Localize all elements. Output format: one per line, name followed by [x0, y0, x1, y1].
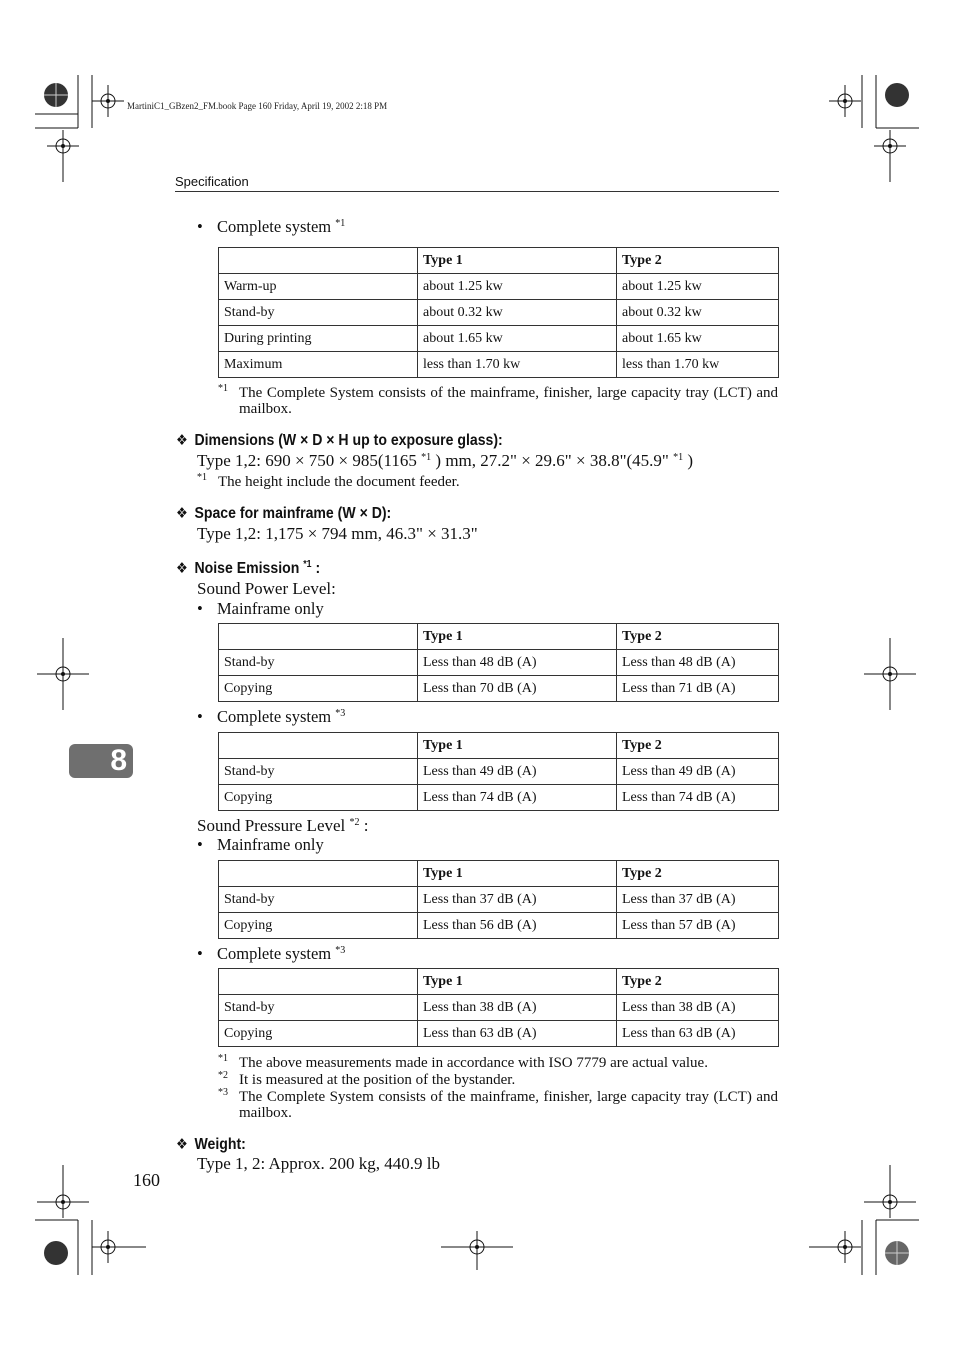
- label-suffix: :: [363, 816, 369, 835]
- table-cell: about 1.25 kw: [617, 274, 779, 300]
- diamond-icon: ❖: [176, 505, 188, 522]
- dimensions-text-b: ) mm, 27.2" × 29.6" × 38.8"(45.9": [435, 451, 669, 470]
- noise-table-power-complete: [218, 732, 779, 811]
- table-cell: Stand-by: [219, 650, 418, 676]
- table-cell: Less than 48 dB (A): [418, 650, 617, 676]
- bullet-label: Mainframe only: [217, 835, 324, 854]
- table-row: [219, 650, 779, 676]
- table-row: [219, 785, 779, 811]
- table-cell: Less than 38 dB (A): [617, 995, 779, 1021]
- table-cell: about 1.25 kw: [418, 274, 617, 300]
- space-heading: [176, 504, 391, 523]
- sound-pressure-label: [197, 816, 369, 836]
- table-cell: Less than 57 dB (A): [617, 913, 779, 939]
- footnote-ref: *1: [303, 559, 312, 570]
- noise-table-pressure-mainframe: [218, 860, 779, 939]
- table-cell: Type 1: [418, 861, 617, 887]
- bullet-noise-2: [197, 835, 324, 855]
- table-row: [219, 913, 779, 939]
- table-cell: Type 2: [617, 969, 779, 995]
- bullet-noise-1: [197, 707, 345, 727]
- bullet-label: Complete system: [217, 944, 332, 963]
- table-cell: Warm-up: [219, 274, 418, 300]
- footnote-text: The above measurements made in accordance with ISO 7779 are actual value.: [239, 1055, 708, 1071]
- footnote-mark: *1: [197, 472, 207, 483]
- bullet-dot: •: [197, 599, 203, 618]
- dimensions-heading: [176, 431, 503, 450]
- table-cell: Copying: [219, 913, 418, 939]
- table-cell: less than 1.70 kw: [617, 352, 779, 378]
- sound-power-label: Sound Power Level:: [197, 579, 336, 598]
- weight-heading: [176, 1135, 246, 1154]
- bullet-dot: •: [197, 944, 203, 963]
- footnote-mark: *1: [218, 383, 228, 394]
- power-consumption-table: [218, 247, 779, 378]
- bullet-noise-3: [197, 944, 345, 964]
- bullet-dot: •: [197, 217, 203, 236]
- footnote-ref: *1: [673, 452, 684, 463]
- table-cell: Copying: [219, 785, 418, 811]
- table-cell: Stand-by: [219, 995, 418, 1021]
- table-cell: Less than 70 dB (A): [418, 676, 617, 702]
- noise-footnote-2: [218, 1072, 778, 1088]
- table-cell: Less than 49 dB (A): [617, 759, 779, 785]
- bullet-label: Complete system: [217, 217, 332, 236]
- heading-text: Noise Emission: [194, 560, 300, 577]
- heading-text: Weight:: [194, 1136, 246, 1153]
- table-cell: Stand-by: [219, 300, 418, 326]
- table-cell: Less than 74 dB (A): [617, 785, 779, 811]
- table-header-row: [219, 969, 779, 995]
- heading-text: Space for mainframe (W × D):: [194, 505, 392, 522]
- footnote-mark: *2: [218, 1070, 228, 1081]
- bullet-label: Complete system: [217, 707, 332, 726]
- table-cell: about 0.32 kw: [617, 300, 779, 326]
- table-cell: Type 1: [418, 624, 617, 650]
- footnote-ref: *2: [349, 817, 360, 828]
- table-cell: Type 1: [418, 969, 617, 995]
- table-cell: Stand-by: [219, 759, 418, 785]
- table-row: [219, 352, 779, 378]
- bullet-dot: •: [197, 707, 203, 726]
- power-footnote: [218, 385, 778, 417]
- space-line: Type 1,2: 1,175 × 794 mm, 46.3" × 31.3": [197, 524, 478, 543]
- table-cell: Type 2: [617, 624, 779, 650]
- table-cell: [219, 969, 418, 995]
- dimensions-line: [197, 451, 693, 471]
- heading-text: Dimensions (W × D × H up to exposure glass):: [194, 432, 503, 449]
- footnote-ref: *3: [335, 708, 346, 719]
- file-info: MartiniC1_GBzen2_FM.book Page 160 Friday, April 19, 2002 2:18 PM: [127, 101, 388, 111]
- table-row: [219, 995, 779, 1021]
- table-cell: Less than 49 dB (A): [418, 759, 617, 785]
- table-cell: [219, 248, 418, 274]
- label-text: Sound Pressure Level: [197, 816, 346, 835]
- footnote-mark: *1: [218, 1053, 228, 1064]
- footnote-text: It is measured at the position of the bystander.: [239, 1072, 516, 1088]
- bullet-noise-0: [197, 599, 324, 619]
- table-cell: Copying: [219, 676, 418, 702]
- table-cell: Type 1: [418, 733, 617, 759]
- table-cell: During printing: [219, 326, 418, 352]
- table-cell: Stand-by: [219, 887, 418, 913]
- table-cell: Maximum: [219, 352, 418, 378]
- diamond-icon: ❖: [176, 1136, 188, 1153]
- table-cell: Less than 37 dB (A): [617, 887, 779, 913]
- table-row: [219, 274, 779, 300]
- table-cell: Type 2: [617, 733, 779, 759]
- table-row: [219, 676, 779, 702]
- page-number: 160: [133, 1170, 160, 1190]
- noise-footnote-3: [218, 1089, 778, 1121]
- table-cell: about 0.32 kw: [418, 300, 617, 326]
- bullet-complete-system-power: [197, 217, 345, 237]
- table-row: [219, 300, 779, 326]
- dimensions-footnote: [197, 474, 777, 490]
- bullet-dot: •: [197, 835, 203, 854]
- footnote-mark: *3: [218, 1087, 228, 1098]
- table-cell: about 1.65 kw: [617, 326, 779, 352]
- diamond-icon: ❖: [176, 560, 188, 577]
- table-cell: Less than 63 dB (A): [418, 1021, 617, 1047]
- chapter-tab: 8: [69, 744, 133, 778]
- table-cell: Type 2: [617, 861, 779, 887]
- table-cell: about 1.65 kw: [418, 326, 617, 352]
- heading-suffix: :: [315, 560, 321, 577]
- table-cell: Less than 38 dB (A): [418, 995, 617, 1021]
- dimensions-text-a: Type 1,2: 690 × 750 × 985(1165: [197, 451, 417, 470]
- footnote-ref: *1: [335, 218, 346, 229]
- dimensions-text-c: ): [687, 451, 694, 470]
- table-cell: less than 1.70 kw: [418, 352, 617, 378]
- table-cell: Less than 56 dB (A): [418, 913, 617, 939]
- weight-line: Type 1, 2: Approx. 200 kg, 440.9 lb: [197, 1154, 440, 1173]
- table-cell: Less than 74 dB (A): [418, 785, 617, 811]
- table-cell: Less than 63 dB (A): [617, 1021, 779, 1047]
- noise-heading: [176, 559, 320, 578]
- noise-table-power-mainframe: [218, 623, 779, 702]
- table-header-row: [219, 861, 779, 887]
- footnote-ref: *3: [335, 945, 346, 956]
- noise-table-pressure-complete: [218, 968, 779, 1047]
- table-header-row: [219, 733, 779, 759]
- table-row: [219, 759, 779, 785]
- table-cell: [219, 733, 418, 759]
- bullet-label: Mainframe only: [217, 599, 324, 618]
- table-cell: Copying: [219, 1021, 418, 1047]
- footnote-text: The Complete System consists of the mainframe, finisher, large capacity tray (LCT) and mailbox.: [239, 1089, 778, 1121]
- running-header: Specification: [175, 174, 779, 192]
- footnote-text: The Complete System consists of the mainframe, finisher, large capacity tray (LCT) and mailbox.: [239, 385, 778, 417]
- table-header-row: [219, 248, 779, 274]
- footnote-text: The height include the document feeder.: [218, 474, 460, 490]
- noise-footnote-1: [218, 1055, 778, 1071]
- table-cell: Type 1: [418, 248, 617, 274]
- table-header-row: [219, 624, 779, 650]
- table-cell: Less than 48 dB (A): [617, 650, 779, 676]
- table-row: [219, 1021, 779, 1047]
- table-cell: [219, 861, 418, 887]
- table-row: [219, 887, 779, 913]
- footnote-ref: *1: [421, 452, 432, 463]
- table-cell: Type 2: [617, 248, 779, 274]
- table-cell: Less than 37 dB (A): [418, 887, 617, 913]
- table-row: [219, 326, 779, 352]
- table-cell: [219, 624, 418, 650]
- diamond-icon: ❖: [176, 432, 188, 449]
- table-cell: Less than 71 dB (A): [617, 676, 779, 702]
